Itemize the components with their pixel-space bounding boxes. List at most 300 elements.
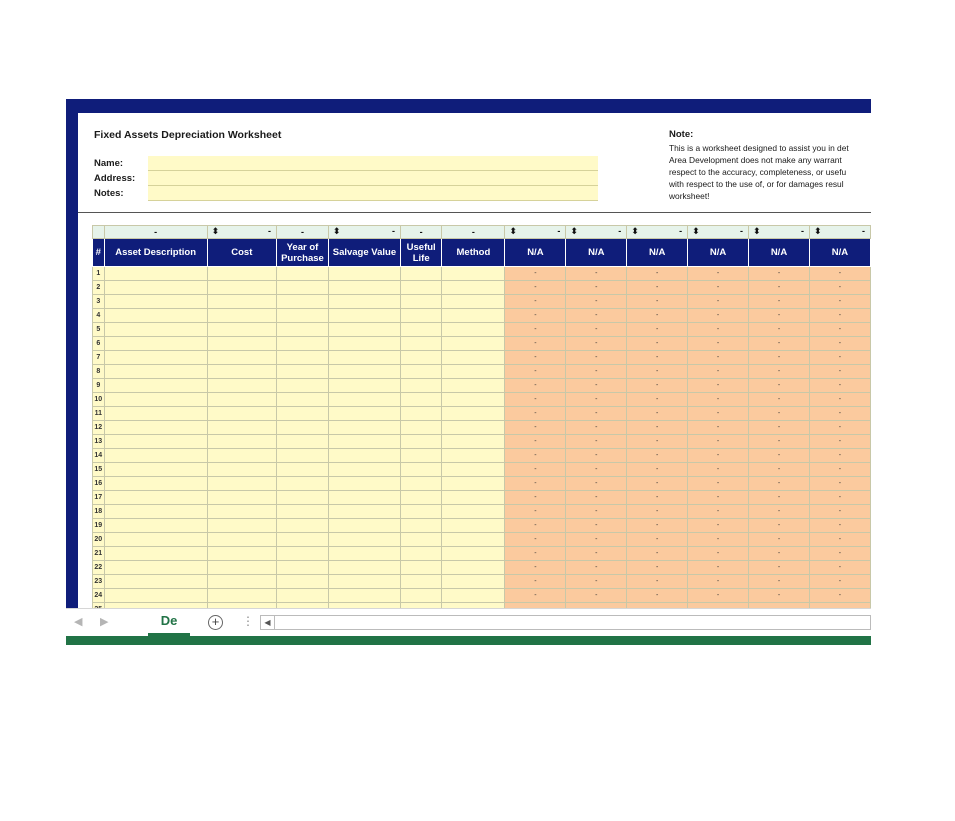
calc-cell[interactable]: - <box>749 365 810 379</box>
input-cell[interactable] <box>277 575 329 589</box>
calc-cell[interactable]: - <box>688 561 749 575</box>
input-cell[interactable] <box>207 463 276 477</box>
input-cell[interactable] <box>442 491 505 505</box>
sort-cell[interactable]: - <box>277 226 329 239</box>
calc-cell[interactable]: - <box>688 295 749 309</box>
input-cell[interactable] <box>400 449 441 463</box>
input-cell[interactable] <box>328 561 400 575</box>
input-cell[interactable] <box>442 379 505 393</box>
input-cell[interactable] <box>328 407 400 421</box>
calc-cell[interactable]: - <box>749 309 810 323</box>
input-cell[interactable] <box>328 393 400 407</box>
input-cell[interactable] <box>277 435 329 449</box>
calc-cell[interactable]: - <box>505 351 566 365</box>
calc-cell[interactable]: - <box>505 365 566 379</box>
input-cell[interactable] <box>104 295 207 309</box>
input-cell[interactable] <box>277 281 329 295</box>
input-cell[interactable] <box>207 533 276 547</box>
input-cell[interactable] <box>207 421 276 435</box>
calc-cell[interactable]: - <box>627 351 688 365</box>
input-cell[interactable] <box>277 379 329 393</box>
input-cell[interactable] <box>400 575 441 589</box>
calc-cell[interactable]: - <box>627 281 688 295</box>
input-cell[interactable] <box>104 547 207 561</box>
calc-cell[interactable]: - <box>505 449 566 463</box>
input-cell[interactable] <box>104 365 207 379</box>
input-cell[interactable] <box>442 449 505 463</box>
input-cell[interactable] <box>328 267 400 281</box>
calc-cell[interactable]: - <box>505 337 566 351</box>
sort-cell[interactable] <box>207 226 276 239</box>
scroll-tabs-left-icon[interactable]: ◀ <box>74 616 83 628</box>
calc-cell[interactable]: - <box>505 491 566 505</box>
input-cell[interactable] <box>442 337 505 351</box>
input-cell[interactable] <box>207 295 276 309</box>
input-cell[interactable] <box>442 589 505 603</box>
calc-cell[interactable]: - <box>627 393 688 407</box>
column-header[interactable]: N/A <box>505 239 566 267</box>
input-cell[interactable] <box>442 519 505 533</box>
input-cell[interactable] <box>328 365 400 379</box>
input-cell[interactable] <box>207 407 276 421</box>
calc-cell[interactable]: - <box>627 589 688 603</box>
sort-cell[interactable] <box>749 226 810 239</box>
calc-cell[interactable]: - <box>505 281 566 295</box>
input-cell[interactable] <box>400 309 441 323</box>
sort-cell[interactable] <box>566 226 627 239</box>
input-cell[interactable] <box>104 407 207 421</box>
input-cell[interactable] <box>207 365 276 379</box>
calc-cell[interactable]: - <box>505 309 566 323</box>
input-cell[interactable] <box>207 547 276 561</box>
input-cell[interactable] <box>328 463 400 477</box>
input-cell[interactable] <box>442 309 505 323</box>
calc-cell[interactable]: - <box>505 547 566 561</box>
calc-cell[interactable]: - <box>688 435 749 449</box>
calc-cell[interactable]: - <box>627 449 688 463</box>
input-cell[interactable] <box>442 505 505 519</box>
calc-cell[interactable]: - <box>505 435 566 449</box>
calc-cell[interactable]: - <box>749 393 810 407</box>
calc-cell[interactable]: - <box>566 267 627 281</box>
input-cell[interactable] <box>104 561 207 575</box>
input-cell[interactable] <box>442 463 505 477</box>
calc-cell[interactable]: - <box>749 547 810 561</box>
input-cell[interactable] <box>104 351 207 365</box>
calc-cell[interactable]: - <box>688 351 749 365</box>
input-cell[interactable] <box>400 393 441 407</box>
input-cell[interactable] <box>442 477 505 491</box>
calc-cell[interactable]: - <box>505 379 566 393</box>
calc-cell[interactable]: - <box>688 575 749 589</box>
calc-cell[interactable]: - <box>749 379 810 393</box>
input-cell[interactable] <box>400 491 441 505</box>
calc-cell[interactable]: - <box>749 449 810 463</box>
input-cell[interactable] <box>328 589 400 603</box>
sort-arrows-icon[interactable]: ⬍ <box>211 226 220 236</box>
input-cell[interactable] <box>277 449 329 463</box>
calc-cell[interactable]: - <box>749 295 810 309</box>
input-cell[interactable] <box>400 533 441 547</box>
calc-cell[interactable]: - <box>566 477 627 491</box>
calc-cell[interactable]: - <box>627 547 688 561</box>
input-cell[interactable] <box>400 323 441 337</box>
input-cell[interactable] <box>328 309 400 323</box>
notes-field[interactable] <box>148 186 598 201</box>
input-cell[interactable] <box>277 309 329 323</box>
calc-cell[interactable]: - <box>505 323 566 337</box>
column-header[interactable]: Cost <box>207 239 276 267</box>
add-sheet-icon[interactable]: + <box>208 615 223 630</box>
calc-cell[interactable]: - <box>749 463 810 477</box>
calc-cell[interactable]: - <box>749 477 810 491</box>
calc-cell[interactable]: - <box>809 365 870 379</box>
input-cell[interactable] <box>442 351 505 365</box>
calc-cell[interactable]: - <box>809 505 870 519</box>
calc-cell[interactable]: - <box>809 561 870 575</box>
column-header[interactable]: N/A <box>688 239 749 267</box>
input-cell[interactable] <box>104 281 207 295</box>
calc-cell[interactable]: - <box>688 267 749 281</box>
input-cell[interactable] <box>104 477 207 491</box>
input-cell[interactable] <box>104 533 207 547</box>
sort-cell[interactable]: - <box>400 226 441 239</box>
calc-cell[interactable]: - <box>749 505 810 519</box>
calc-cell[interactable]: - <box>566 491 627 505</box>
input-cell[interactable] <box>207 589 276 603</box>
calc-cell[interactable]: - <box>627 477 688 491</box>
input-cell[interactable] <box>277 477 329 491</box>
calc-cell[interactable]: - <box>688 449 749 463</box>
calc-cell[interactable]: - <box>505 561 566 575</box>
input-cell[interactable] <box>400 477 441 491</box>
input-cell[interactable] <box>207 351 276 365</box>
column-header[interactable]: Year of Purchase <box>277 239 329 267</box>
input-cell[interactable] <box>104 435 207 449</box>
sort-arrows-icon[interactable]: ⬍ <box>332 226 341 236</box>
calc-cell[interactable]: - <box>566 281 627 295</box>
input-cell[interactable] <box>328 323 400 337</box>
calc-cell[interactable]: - <box>749 337 810 351</box>
input-cell[interactable] <box>207 393 276 407</box>
input-cell[interactable] <box>207 337 276 351</box>
input-cell[interactable] <box>104 589 207 603</box>
calc-cell[interactable]: - <box>749 575 810 589</box>
calc-cell[interactable]: - <box>566 449 627 463</box>
calc-cell[interactable]: - <box>809 281 870 295</box>
calc-cell[interactable]: - <box>688 505 749 519</box>
calc-cell[interactable]: - <box>749 533 810 547</box>
calc-cell[interactable]: - <box>566 393 627 407</box>
sort-arrows-icon[interactable]: ⬍ <box>692 226 700 236</box>
sort-cell[interactable]: - <box>442 226 505 239</box>
calc-cell[interactable]: - <box>809 463 870 477</box>
input-cell[interactable] <box>442 323 505 337</box>
calc-cell[interactable]: - <box>627 505 688 519</box>
input-cell[interactable] <box>400 295 441 309</box>
input-cell[interactable] <box>277 337 329 351</box>
column-header[interactable]: N/A <box>809 239 870 267</box>
calc-cell[interactable]: - <box>505 295 566 309</box>
input-cell[interactable] <box>277 533 329 547</box>
calc-cell[interactable]: - <box>566 575 627 589</box>
input-cell[interactable] <box>207 519 276 533</box>
input-cell[interactable] <box>277 351 329 365</box>
input-cell[interactable] <box>400 463 441 477</box>
calc-cell[interactable]: - <box>809 407 870 421</box>
sort-cell[interactable] <box>688 226 749 239</box>
input-cell[interactable] <box>104 379 207 393</box>
horizontal-scrollbar[interactable] <box>260 615 871 630</box>
input-cell[interactable] <box>328 295 400 309</box>
calc-cell[interactable]: - <box>627 575 688 589</box>
input-cell[interactable] <box>328 351 400 365</box>
calc-cell[interactable]: - <box>566 435 627 449</box>
input-cell[interactable] <box>207 379 276 393</box>
column-header[interactable]: N/A <box>566 239 627 267</box>
input-cell[interactable] <box>400 379 441 393</box>
input-cell[interactable] <box>207 505 276 519</box>
sort-cell[interactable] <box>93 226 105 239</box>
calc-cell[interactable]: - <box>627 463 688 477</box>
input-cell[interactable] <box>207 491 276 505</box>
input-cell[interactable] <box>400 421 441 435</box>
calc-cell[interactable]: - <box>688 463 749 477</box>
calc-cell[interactable]: - <box>566 463 627 477</box>
input-cell[interactable] <box>442 561 505 575</box>
calc-cell[interactable]: - <box>749 281 810 295</box>
calc-cell[interactable]: - <box>809 449 870 463</box>
sort-arrows-icon[interactable]: ⬍ <box>631 226 639 236</box>
calc-cell[interactable]: - <box>809 379 870 393</box>
calc-cell[interactable]: - <box>688 421 749 435</box>
input-cell[interactable] <box>328 533 400 547</box>
calc-cell[interactable]: - <box>505 589 566 603</box>
scroll-left-arrow-icon[interactable]: ◀ <box>261 616 275 629</box>
calc-cell[interactable]: - <box>566 421 627 435</box>
input-cell[interactable] <box>104 337 207 351</box>
input-cell[interactable] <box>442 281 505 295</box>
calc-cell[interactable]: - <box>505 505 566 519</box>
input-cell[interactable] <box>277 491 329 505</box>
input-cell[interactable] <box>277 519 329 533</box>
sheet-tab[interactable]: De <box>148 609 190 636</box>
calc-cell[interactable]: - <box>627 379 688 393</box>
input-cell[interactable] <box>328 421 400 435</box>
calc-cell[interactable]: - <box>627 309 688 323</box>
sort-cell[interactable] <box>328 226 400 239</box>
calc-cell[interactable]: - <box>809 351 870 365</box>
input-cell[interactable] <box>328 449 400 463</box>
calc-cell[interactable]: - <box>688 407 749 421</box>
calc-cell[interactable]: - <box>505 533 566 547</box>
column-header[interactable]: # <box>93 239 105 267</box>
input-cell[interactable] <box>277 421 329 435</box>
sort-cell[interactable] <box>505 226 566 239</box>
column-header[interactable]: Asset Description <box>104 239 207 267</box>
input-cell[interactable] <box>328 575 400 589</box>
calc-cell[interactable]: - <box>688 491 749 505</box>
input-cell[interactable] <box>277 547 329 561</box>
calc-cell[interactable]: - <box>505 421 566 435</box>
input-cell[interactable] <box>277 463 329 477</box>
calc-cell[interactable]: - <box>566 407 627 421</box>
input-cell[interactable] <box>328 281 400 295</box>
calc-cell[interactable]: - <box>627 519 688 533</box>
input-cell[interactable] <box>207 323 276 337</box>
column-header[interactable]: Useful Life <box>400 239 441 267</box>
input-cell[interactable] <box>400 351 441 365</box>
calc-cell[interactable]: - <box>749 435 810 449</box>
calc-cell[interactable]: - <box>627 295 688 309</box>
input-cell[interactable] <box>207 435 276 449</box>
calc-cell[interactable]: - <box>809 547 870 561</box>
input-cell[interactable] <box>442 575 505 589</box>
calc-cell[interactable]: - <box>627 267 688 281</box>
sort-cell[interactable] <box>627 226 688 239</box>
calc-cell[interactable]: - <box>688 533 749 547</box>
calc-cell[interactable]: - <box>688 589 749 603</box>
calc-cell[interactable]: - <box>627 407 688 421</box>
input-cell[interactable] <box>277 407 329 421</box>
calc-cell[interactable]: - <box>809 295 870 309</box>
column-header[interactable]: Method <box>442 239 505 267</box>
input-cell[interactable] <box>104 309 207 323</box>
input-cell[interactable] <box>442 435 505 449</box>
calc-cell[interactable]: - <box>566 547 627 561</box>
input-cell[interactable] <box>400 337 441 351</box>
calc-cell[interactable]: - <box>627 561 688 575</box>
calc-cell[interactable]: - <box>809 337 870 351</box>
calc-cell[interactable]: - <box>749 421 810 435</box>
input-cell[interactable] <box>207 575 276 589</box>
input-cell[interactable] <box>328 379 400 393</box>
calc-cell[interactable]: - <box>809 421 870 435</box>
input-cell[interactable] <box>400 519 441 533</box>
input-cell[interactable] <box>442 365 505 379</box>
column-header[interactable]: N/A <box>749 239 810 267</box>
input-cell[interactable] <box>104 449 207 463</box>
calc-cell[interactable]: - <box>505 407 566 421</box>
input-cell[interactable] <box>104 463 207 477</box>
input-cell[interactable] <box>400 365 441 379</box>
input-cell[interactable] <box>328 505 400 519</box>
calc-cell[interactable]: - <box>688 323 749 337</box>
calc-cell[interactable]: - <box>749 491 810 505</box>
calc-cell[interactable]: - <box>688 393 749 407</box>
input-cell[interactable] <box>207 449 276 463</box>
calc-cell[interactable]: - <box>627 365 688 379</box>
calc-cell[interactable]: - <box>566 365 627 379</box>
input-cell[interactable] <box>207 267 276 281</box>
input-cell[interactable] <box>400 589 441 603</box>
column-header[interactable]: Salvage Value <box>328 239 400 267</box>
input-cell[interactable] <box>207 477 276 491</box>
calc-cell[interactable]: - <box>505 519 566 533</box>
input-cell[interactable] <box>104 267 207 281</box>
sort-arrows-icon[interactable]: ⬍ <box>509 226 517 236</box>
calc-cell[interactable]: - <box>566 589 627 603</box>
input-cell[interactable] <box>104 393 207 407</box>
input-cell[interactable] <box>104 491 207 505</box>
input-cell[interactable] <box>400 407 441 421</box>
name-field[interactable] <box>148 156 598 171</box>
calc-cell[interactable]: - <box>505 267 566 281</box>
input-cell[interactable] <box>442 393 505 407</box>
input-cell[interactable] <box>442 295 505 309</box>
input-cell[interactable] <box>328 491 400 505</box>
calc-cell[interactable]: - <box>566 323 627 337</box>
scroll-tabs-right-icon[interactable]: ▶ <box>100 616 109 628</box>
calc-cell[interactable]: - <box>566 337 627 351</box>
input-cell[interactable] <box>277 323 329 337</box>
calc-cell[interactable]: - <box>809 435 870 449</box>
calc-cell[interactable]: - <box>566 505 627 519</box>
input-cell[interactable] <box>328 477 400 491</box>
column-header[interactable]: N/A <box>627 239 688 267</box>
input-cell[interactable] <box>207 561 276 575</box>
calc-cell[interactable]: - <box>505 575 566 589</box>
calc-cell[interactable]: - <box>749 407 810 421</box>
input-cell[interactable] <box>400 561 441 575</box>
input-cell[interactable] <box>277 561 329 575</box>
calc-cell[interactable]: - <box>809 267 870 281</box>
sort-cell[interactable] <box>809 226 870 239</box>
input-cell[interactable] <box>207 281 276 295</box>
calc-cell[interactable]: - <box>566 519 627 533</box>
input-cell[interactable] <box>207 309 276 323</box>
input-cell[interactable] <box>104 505 207 519</box>
input-cell[interactable] <box>328 547 400 561</box>
address-field[interactable] <box>148 171 598 186</box>
calc-cell[interactable]: - <box>749 561 810 575</box>
calc-cell[interactable]: - <box>749 519 810 533</box>
calc-cell[interactable]: - <box>749 323 810 337</box>
calc-cell[interactable]: - <box>809 575 870 589</box>
input-cell[interactable] <box>277 505 329 519</box>
input-cell[interactable] <box>442 533 505 547</box>
sort-arrows-icon[interactable]: ⬍ <box>753 226 761 236</box>
calc-cell[interactable]: - <box>505 477 566 491</box>
calc-cell[interactable]: - <box>688 477 749 491</box>
calc-cell[interactable]: - <box>566 379 627 393</box>
calc-cell[interactable]: - <box>688 547 749 561</box>
input-cell[interactable] <box>104 323 207 337</box>
input-cell[interactable] <box>277 365 329 379</box>
calc-cell[interactable]: - <box>809 477 870 491</box>
input-cell[interactable] <box>400 547 441 561</box>
input-cell[interactable] <box>400 267 441 281</box>
input-cell[interactable] <box>400 281 441 295</box>
input-cell[interactable] <box>328 519 400 533</box>
input-cell[interactable] <box>277 295 329 309</box>
sort-cell[interactable]: - <box>104 226 207 239</box>
input-cell[interactable] <box>104 421 207 435</box>
calc-cell[interactable]: - <box>688 379 749 393</box>
input-cell[interactable] <box>104 519 207 533</box>
calc-cell[interactable]: - <box>627 323 688 337</box>
calc-cell[interactable]: - <box>688 281 749 295</box>
input-cell[interactable] <box>442 267 505 281</box>
calc-cell[interactable]: - <box>688 519 749 533</box>
calc-cell[interactable]: - <box>627 435 688 449</box>
calc-cell[interactable]: - <box>627 491 688 505</box>
sort-arrows-icon[interactable]: ⬍ <box>813 226 822 236</box>
calc-cell[interactable]: - <box>749 351 810 365</box>
input-cell[interactable] <box>277 589 329 603</box>
calc-cell[interactable]: - <box>809 589 870 603</box>
input-cell[interactable] <box>442 547 505 561</box>
